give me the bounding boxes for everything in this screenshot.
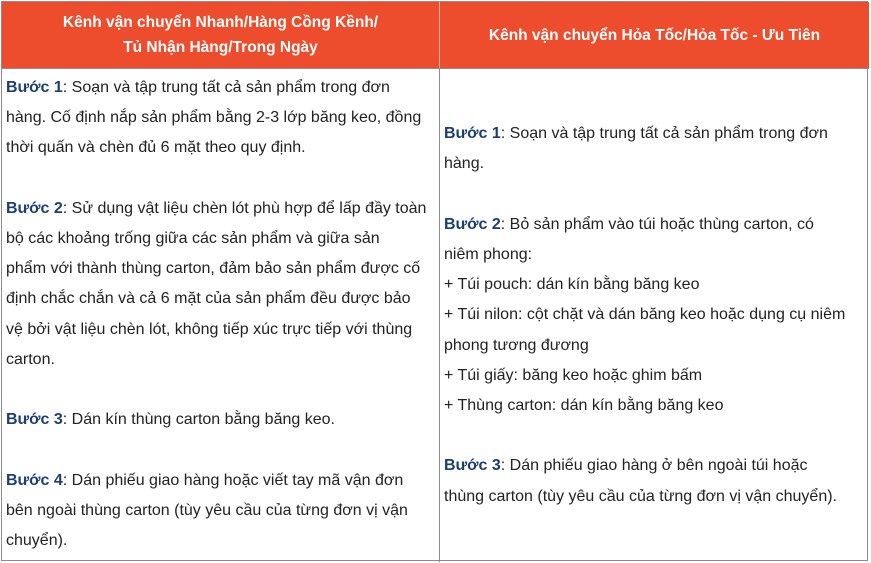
express-step-1-line	[444, 119, 863, 149]
header-standard-line1: Kênh vận chuyển Nhanh/Hàng Cồng Kềnh/	[62, 14, 379, 31]
standard-step-2-line: carton.	[6, 350, 55, 368]
standard-step-2-line: định chắc chắn và cả 6 mặt của sản phẩm đều được bảo	[6, 290, 411, 308]
step-text: : Soạn và tập trung tất cả sản phẩm trong đơn	[62, 79, 390, 96]
standard-step-4	[6, 466, 433, 557]
express-step-2-line: niêm phong:	[444, 245, 533, 263]
express-step-1	[444, 119, 863, 179]
step-text: : Dán phiếu giao hàng hoặc viết tay mã vận đơn	[62, 471, 404, 489]
express-channel-steps	[440, 68, 869, 562]
express-step-3-line	[444, 451, 863, 481]
step-label: Bước 4	[6, 471, 63, 489]
express-step-2-line	[444, 210, 863, 240]
header-express-channel	[440, 2, 869, 68]
express-step-2-line: + Túi giấy: băng keo hoặc ghim bấm	[444, 366, 703, 384]
standard-step-1-line: hàng. Cố định nắp sản phẩm bằng 2-3 lớp băng keo, đồng	[6, 109, 422, 127]
step-text: : Dán kín thùng carton bằng băng keo.	[62, 411, 335, 429]
step-label: Bước 3	[444, 457, 501, 475]
step-label: Bước 2	[444, 215, 501, 233]
express-step-2-line: + Túi pouch: dán kín bằng băng keo	[444, 276, 700, 294]
standard-channel-steps	[2, 68, 440, 562]
step-text: : Dán phiếu giao hàng ở bên ngoài túi hoặc	[500, 457, 808, 475]
step-label: Bước 1	[444, 125, 501, 143]
step-label: Bước 3	[6, 411, 63, 429]
express-step-1-line: hàng.	[444, 155, 485, 173]
step-label: Bước 2	[6, 199, 63, 217]
express-step-3	[444, 451, 863, 511]
express-step-2-line: + Túi nilon: cột chặt và dán băng keo hoặc dụng cụ niêm	[444, 306, 846, 324]
express-step-2-line: phong tương đương	[444, 336, 589, 354]
standard-step-2-line	[6, 194, 433, 224]
express-step-3-line: thùng carton (tùy yêu cầu của từng đơn vị vận chuyển).	[444, 487, 837, 505]
express-step-2	[444, 210, 863, 421]
step-label: Bước 1	[6, 79, 63, 96]
step-text: : Bỏ sản phẩm vào túi hoặc thùng carton, có	[500, 215, 814, 233]
step-text: : Sử dụng vật liệu chèn lót phù hợp để lấp đầy toàn	[62, 199, 427, 217]
header-standard-line2: Tủ Nhận Hàng/Trong Ngày	[123, 39, 318, 56]
standard-step-4-line: bên ngoài thùng carton (tùy yêu cầu của từng đơn vị vận	[6, 501, 408, 519]
standard-step-1-line: thời quấn và chèn đủ 6 mặt theo quy định.	[6, 139, 306, 157]
standard-step-2-line: vệ bởi vật liệu chèn lót, không tiếp xúc trực tiếp với thùng	[6, 320, 413, 338]
standard-step-2-line: phẩm với thành thùng carton, đảm bảo sản phẩm được cố	[6, 260, 421, 278]
standard-step-2-line: bộ các khoảng trống giữa các sản phẩm và giữa sản	[6, 230, 380, 247]
standard-step-3-line	[6, 405, 433, 435]
packing-guide-table	[1, 1, 868, 561]
express-step-2-line: + Thùng carton: dán kín bằng băng keo	[444, 397, 724, 414]
standard-step-1	[6, 73, 433, 164]
step-text: : Soạn và tập trung tất cả sản phẩm trong đơn	[500, 125, 828, 143]
header-express-label: Kênh vận chuyển Hỏa Tốc/Hỏa Tốc - Ưu Tiên	[488, 26, 821, 44]
standard-step-2	[6, 194, 433, 375]
header-standard-channel	[2, 2, 440, 68]
standard-step-3	[6, 405, 433, 435]
standard-step-4-line: chuyển).	[6, 532, 68, 549]
standard-step-1-line	[6, 73, 433, 103]
standard-step-4-line	[6, 466, 433, 496]
